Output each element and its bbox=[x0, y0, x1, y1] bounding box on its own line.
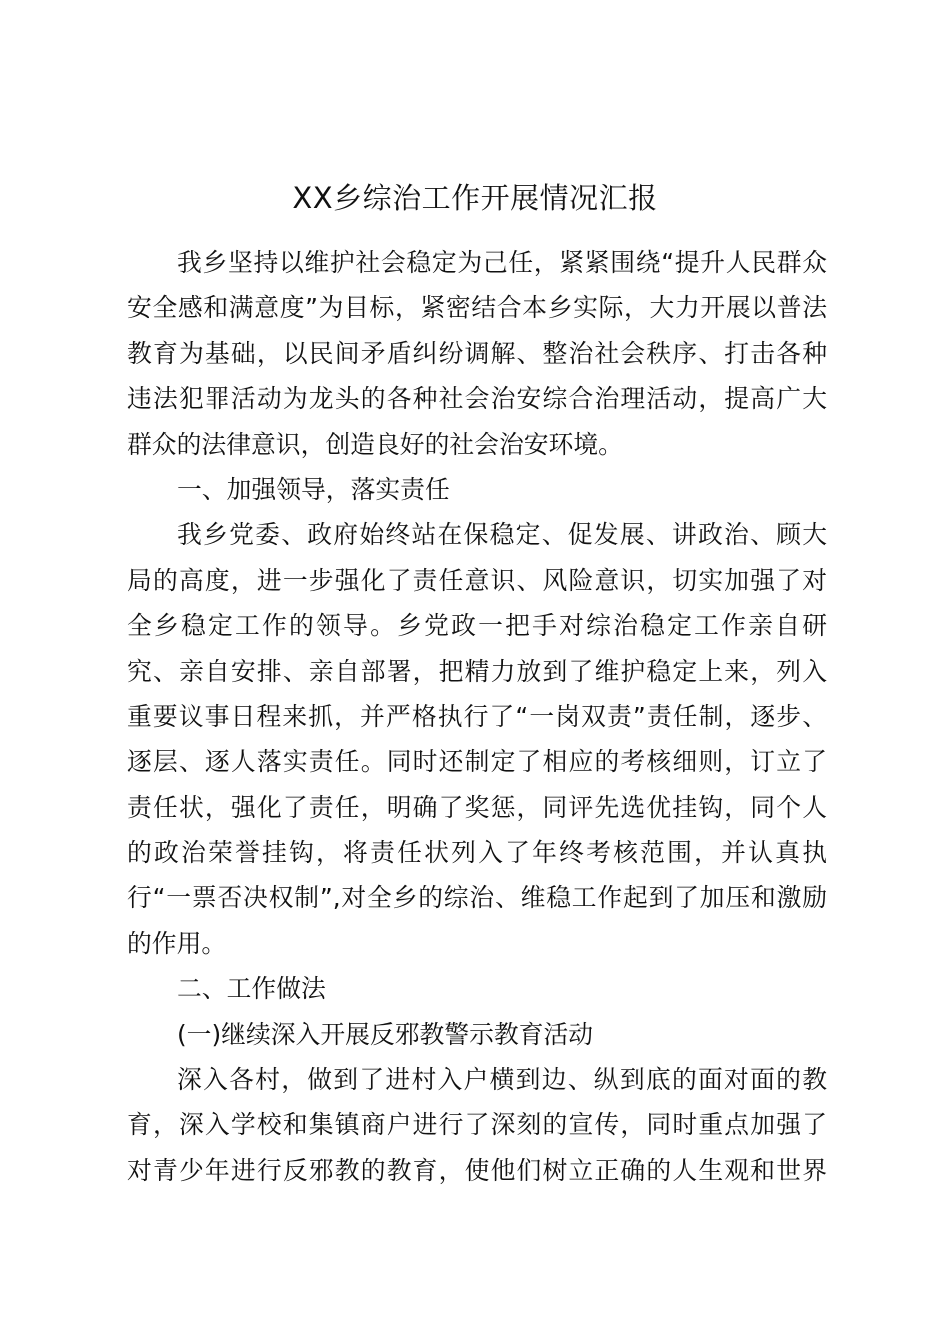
text-line: 二、工作做法 bbox=[177, 974, 326, 1004]
document-body bbox=[127, 240, 827, 1193]
text-line: 的作用。 bbox=[127, 928, 227, 958]
text-line: 局的高度，进一步强化了责任意识、风险意识，切实加强了对 bbox=[127, 565, 827, 595]
text-line: 对青少年进行反邪教的教育，使他们树立正确的人生观和世界 bbox=[127, 1155, 827, 1185]
text-line: 我乡党委、政府始终站在保稳定、促发展、讲政治、顾大 bbox=[177, 520, 827, 550]
text-line: (一)继续深入开展反邪教警示教育活动 bbox=[177, 1019, 594, 1049]
text-line: 违法犯罪活动为龙头的各种社会治安综合治理活动，提高广大 bbox=[127, 384, 827, 414]
text-line: 逐层、逐人落实责任。同时还制定了相应的考核细则，订立了 bbox=[127, 747, 827, 777]
text-line: 责任状，强化了责任，明确了奖惩，同评先选优挂钩，同个人 bbox=[127, 792, 827, 822]
text-line: 全乡稳定工作的领导。乡党政一把手对综治稳定工作亲自研 bbox=[127, 611, 827, 641]
text-line: 重要议事日程来抓，并严格执行了“一岗双责”责任制，逐步、 bbox=[127, 701, 827, 731]
document-title: XX乡综治工作开展情况汇报 bbox=[292, 181, 658, 215]
text-line: 究、亲自安排、亲自部署，把精力放到了维护稳定上来，列入 bbox=[127, 656, 827, 686]
text-line: 深入各村，做到了进村入户横到边、纵到底的面对面的教 bbox=[177, 1065, 827, 1095]
text-line: 安全感和满意度”为目标，紧密结合本乡实际，大力开展以普法 bbox=[127, 293, 827, 323]
text-line: 我乡坚持以维护社会稳定为己任，紧紧围绕“提升人民群众 bbox=[177, 248, 827, 277]
text-line: 教育为基础，以民间矛盾纠纷调解、整治社会秩序、打击各种 bbox=[127, 338, 827, 368]
text-line: 一、加强领导，落实责任 bbox=[177, 474, 450, 504]
text-line: 行“一票否决权制”,对全乡的综治、维稳工作起到了加压和激励 bbox=[127, 883, 827, 913]
text-line: 群众的法律意识，创造良好的社会治安环境。 bbox=[127, 429, 623, 459]
text-line: 育，深入学校和集镇商户进行了深刻的宣传，同时重点加强了 bbox=[127, 1110, 827, 1140]
text-line: 的政治荣誉挂钩，将责任状列入了年终考核范围，并认真执 bbox=[127, 838, 827, 868]
